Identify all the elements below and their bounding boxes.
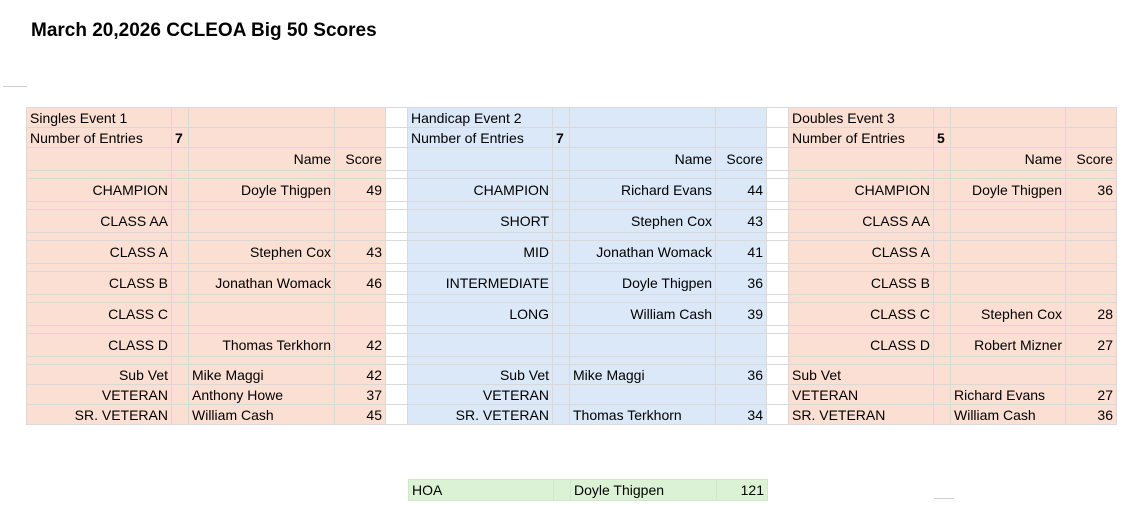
spacer-row [27,357,1117,365]
table-row [27,241,1117,264]
name-cell[interactable] [951,210,1066,233]
name-cell[interactable]: Mike Maggi [570,365,716,385]
class-cell[interactable]: CLASS D [27,334,172,357]
handicap-score-header[interactable]: Score [716,148,767,171]
singles-entries-count[interactable]: 7 [172,128,189,148]
score-cell[interactable]: 39 [716,303,767,326]
class-cell[interactable]: CLASS A [789,241,934,264]
hoa-score[interactable]: 121 [717,480,768,501]
score-cell[interactable] [1066,241,1117,264]
score-cell[interactable]: 27 [1066,385,1117,405]
class-cell[interactable]: CLASS A [27,241,172,264]
score-cell[interactable] [335,303,386,326]
name-cell[interactable]: Mike Maggi [189,365,335,385]
hoa-name[interactable]: Doyle Thigpen [571,480,717,501]
score-cell[interactable] [1066,272,1117,295]
score-cell[interactable]: 28 [1066,303,1117,326]
score-cell[interactable]: 42 [335,365,386,385]
score-cell[interactable]: 43 [335,241,386,264]
name-cell[interactable] [189,210,335,233]
spacer-row [27,233,1117,241]
name-cell[interactable]: Stephen Cox [570,210,716,233]
scores-table [26,107,1117,425]
score-cell[interactable]: 41 [716,241,767,264]
class-cell[interactable]: SR. VETERAN [408,405,553,425]
divider [934,498,954,499]
hoa-label[interactable]: HOA [409,480,554,501]
name-cell[interactable] [570,385,716,405]
class-cell[interactable]: CLASS C [789,303,934,326]
class-cell[interactable]: CLASS AA [789,210,934,233]
name-cell[interactable]: Doyle Thigpen [189,179,335,202]
class-cell[interactable]: CHAMPION [27,179,172,202]
doubles-score-header[interactable]: Score [1066,148,1117,171]
doubles-entries-label[interactable]: Number of Entries [789,128,934,148]
score-cell[interactable]: 37 [335,385,386,405]
name-cell[interactable]: Richard Evans [570,179,716,202]
class-cell[interactable]: Sub Vet [408,365,553,385]
name-cell[interactable]: Anthony Howe [189,385,335,405]
handicap-title[interactable]: Handicap Event 2 [408,108,553,128]
singles-entries-label[interactable]: Number of Entries [27,128,172,148]
score-cell[interactable]: 34 [716,405,767,425]
name-cell[interactable]: William Cash [570,303,716,326]
table-row [27,179,1117,202]
score-cell[interactable]: 36 [716,365,767,385]
spacer-row [27,295,1117,303]
event-title-row [27,108,1117,128]
class-cell[interactable]: CLASS C [27,303,172,326]
class-cell[interactable]: CHAMPION [789,179,934,202]
table-row [27,365,1117,385]
class-cell[interactable]: SHORT [408,210,553,233]
singles-title[interactable]: Singles Event 1 [27,108,172,128]
class-cell[interactable]: CLASS B [789,272,934,295]
score-cell[interactable] [1066,210,1117,233]
table-row [27,303,1117,326]
table-row [27,385,1117,405]
name-cell[interactable]: William Cash [189,405,335,425]
score-cell[interactable]: 44 [716,179,767,202]
table-row [27,210,1117,233]
name-cell[interactable]: Thomas Terkhorn [189,334,335,357]
name-cell[interactable]: Thomas Terkhorn [570,405,716,425]
name-cell[interactable]: Robert Mizner [951,334,1066,357]
handicap-entries-label[interactable]: Number of Entries [408,128,553,148]
name-cell[interactable] [189,303,335,326]
name-cell[interactable]: Stephen Cox [189,241,335,264]
name-cell[interactable]: Richard Evans [951,385,1066,405]
doubles-name-header[interactable]: Name [951,148,1066,171]
table-row [27,334,1117,357]
spacer-row [27,171,1117,179]
score-cell[interactable]: 42 [335,334,386,357]
score-cell[interactable]: 36 [1066,405,1117,425]
class-cell[interactable]: VETERAN [27,385,172,405]
spacer-row [27,202,1117,210]
class-cell[interactable]: INTERMEDIATE [408,272,553,295]
singles-score-header[interactable]: Score [335,148,386,171]
score-cell[interactable]: 49 [335,179,386,202]
name-cell[interactable]: Doyle Thigpen [570,272,716,295]
class-cell[interactable]: MID [408,241,553,264]
class-cell[interactable]: VETERAN [408,385,553,405]
score-cell[interactable]: 36 [716,272,767,295]
hoa-table [408,479,768,501]
class-cell[interactable]: Sub Vet [789,365,934,385]
singles-name-header[interactable]: Name [189,148,335,171]
spacer-row [27,264,1117,272]
score-cell[interactable]: 45 [335,405,386,425]
name-cell[interactable]: Stephen Cox [951,303,1066,326]
column-header-row [27,148,1117,171]
class-cell[interactable] [408,334,553,357]
table-row [27,405,1117,425]
class-cell[interactable]: Sub Vet [27,365,172,385]
class-cell[interactable]: CLASS D [789,334,934,357]
name-cell[interactable] [951,241,1066,264]
class-cell[interactable]: SR. VETERAN [789,405,934,425]
doubles-entries-count[interactable]: 5 [934,128,951,148]
score-cell[interactable]: 46 [335,272,386,295]
divider [3,86,27,87]
score-cell[interactable] [716,334,767,357]
score-cell[interactable]: 36 [1066,179,1117,202]
score-cell[interactable] [1066,365,1117,385]
name-cell[interactable] [951,365,1066,385]
name-cell[interactable]: Jonathan Womack [189,272,335,295]
score-cell[interactable] [716,385,767,405]
score-cell[interactable]: 43 [716,210,767,233]
page-title: March 20,2026 CCLEOA Big 50 Scores [31,20,377,41]
class-cell[interactable]: SR. VETERAN [27,405,172,425]
class-cell[interactable]: CLASS AA [27,210,172,233]
name-cell[interactable]: Jonathan Womack [570,241,716,264]
name-cell[interactable]: Doyle Thigpen [951,179,1066,202]
score-cell[interactable]: 27 [1066,334,1117,357]
spacer-row [27,326,1117,334]
score-cell[interactable] [335,210,386,233]
name-cell[interactable] [951,272,1066,295]
handicap-entries-count[interactable]: 7 [553,128,570,148]
class-cell[interactable]: CHAMPION [408,179,553,202]
class-cell[interactable]: LONG [408,303,553,326]
entries-row [27,128,1117,148]
class-cell[interactable]: VETERAN [789,385,934,405]
doubles-title[interactable]: Doubles Event 3 [789,108,934,128]
name-cell[interactable] [570,334,716,357]
handicap-name-header[interactable]: Name [570,148,716,171]
class-cell[interactable]: CLASS B [27,272,172,295]
table-row [27,272,1117,295]
name-cell[interactable]: William Cash [951,405,1066,425]
